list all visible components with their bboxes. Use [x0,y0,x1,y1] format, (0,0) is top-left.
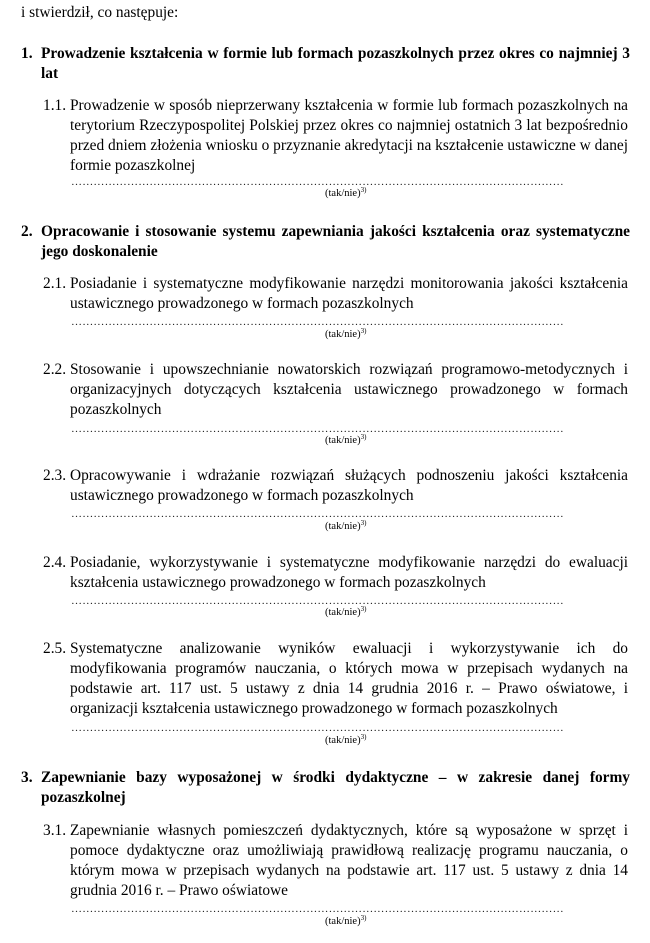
item-text: Stosowanie i upowszechnianie nowatorskich rozwiązań programowo-metodycznych i organizacyjnych dotyczących kształcenia ustawicznego prowadzonego w formach pozaszkolnych [70,361,628,418]
criterion-item [43,274,628,314]
answer-hint: $(tak/nie)^{3)}$ [325,605,367,618]
section-number: 3. [21,769,33,786]
criterion-item [43,360,628,420]
answer-hint: $(tak/nie)^{3)}$ [325,519,367,532]
item-number: 3.1. [43,822,67,839]
item-number: 2.1. [43,275,67,292]
item-text: Posiadanie, wykorzystywanie i systematyczne modyfikowanie narzędzi do ewaluacji kształcenia ustawicznego prowadzonego w formach pozaszkolnych [70,554,628,591]
section-title: Prowadzenie kształcenia w formie lub formach pozaszkolnych przez okres co najmniej 3 lat [41,45,630,82]
item-text: Opracowywanie i wdrażanie rozwiązań służących podnoszeniu jakości kształcenia ustawicznego prowadzonego w formach pozaszkolnych [70,467,628,504]
section-number: 1. [21,45,33,62]
answer-line[interactable]: …………………………………………………………………………………………………………………… [71,316,564,328]
section-number: 2. [21,223,33,240]
item-number: 1.1. [43,97,67,114]
item-number: 2.4. [43,554,67,571]
section-heading [21,768,630,808]
answer-line[interactable]: …………………………………………………………………………………………………………………… [71,176,564,188]
answer-hint: $(tak/nie)^{3)}$ [325,733,367,746]
footnote-mark: 3) [360,914,367,922]
item-number: 2.3. [43,467,67,484]
answer-hint: $(tak/nie)^{3)}$ [325,914,367,927]
footnote-mark: 3) [360,733,367,741]
answer-line[interactable]: …………………………………………………………………………………………………………………… [71,722,564,734]
footnote-mark: 3) [360,519,367,527]
item-number: 2.5. [43,640,67,657]
criterion-item [43,821,628,901]
criterion-item [43,553,628,593]
item-text: Posiadanie i systematyczne modyfikowanie narzędzi monitorowania jakości kształcenia ustawicznego prowadzonego w formach pozaszkolnych [70,275,628,312]
answer-line[interactable]: …………………………………………………………………………………………………………………… [71,903,564,915]
section-title: Opracowanie i stosowanie systemu zapewniania jakości kształcenia oraz systematyczne jego doskonalenie [41,223,630,260]
answer-line[interactable]: …………………………………………………………………………………………………………………… [71,595,564,607]
answer-hint: $(tak/nie)^{3)}$ [325,433,367,446]
answer-line[interactable]: …………………………………………………………………………………………………………………… [71,508,564,520]
intro-text: i stwierdził, co następuje: [21,4,179,21]
item-text: Zapewnianie własnych pomieszczeń dydaktycznych, które są wyposażone w sprzęt i pomoce dydaktyczne oraz umożliwiają prawidłową realizację programu nauczania, o którym mowa w przepisach wydanych na podstawie art. 117 ust. 5 ustawy z dnia 14 grudnia 2016 r. – Prawo oświatowe [70,822,628,899]
section-heading [21,44,630,84]
footnote-mark: 3) [360,605,367,613]
item-number: 2.2. [43,361,67,378]
section-title: Zapewnianie bazy wyposażonej w środki dydaktyczne – w zakresie danej formy pozaszkolnej [41,769,630,806]
answer-line[interactable]: …………………………………………………………………………………………………………………… [71,423,564,435]
criterion-item [43,96,628,176]
answer-hint: $(tak/nie)^{3)}$ [325,327,367,340]
item-text: Prowadzenie w sposób nieprzerwany kształcenia w formie lub formach pozaszkolnych na terytorium Rzeczypospolitej Polskiej przez okres co najmniej ostatnich 3 lat bezpośrednio przed dniem złożenia wniosku o przyznanie akredytacji na kształcenie ustawiczne w danej formie pozaszkolnej [70,97,628,174]
criterion-item [43,639,628,719]
criterion-item [43,466,628,506]
answer-hint: $(tak/nie)^{3)}$ [325,186,367,199]
item-text: Systematyczne analizowanie wyników ewaluacji i wykorzystywanie ich do modyfikowania programów nauczania, o których mowa w przepisach wydanych na podstawie art. 117 ust. 5 ustawy z dnia 14 grudnia 2016 r. – Prawo oświatowe, i organizacji kształcenia ustawicznego prowadzonego w formach pozaszkolnych [70,640,628,717]
footnote-mark: 3) [360,433,367,441]
section-heading [21,222,630,262]
footnote-mark: 3) [360,186,367,194]
footnote-mark: 3) [360,327,367,335]
